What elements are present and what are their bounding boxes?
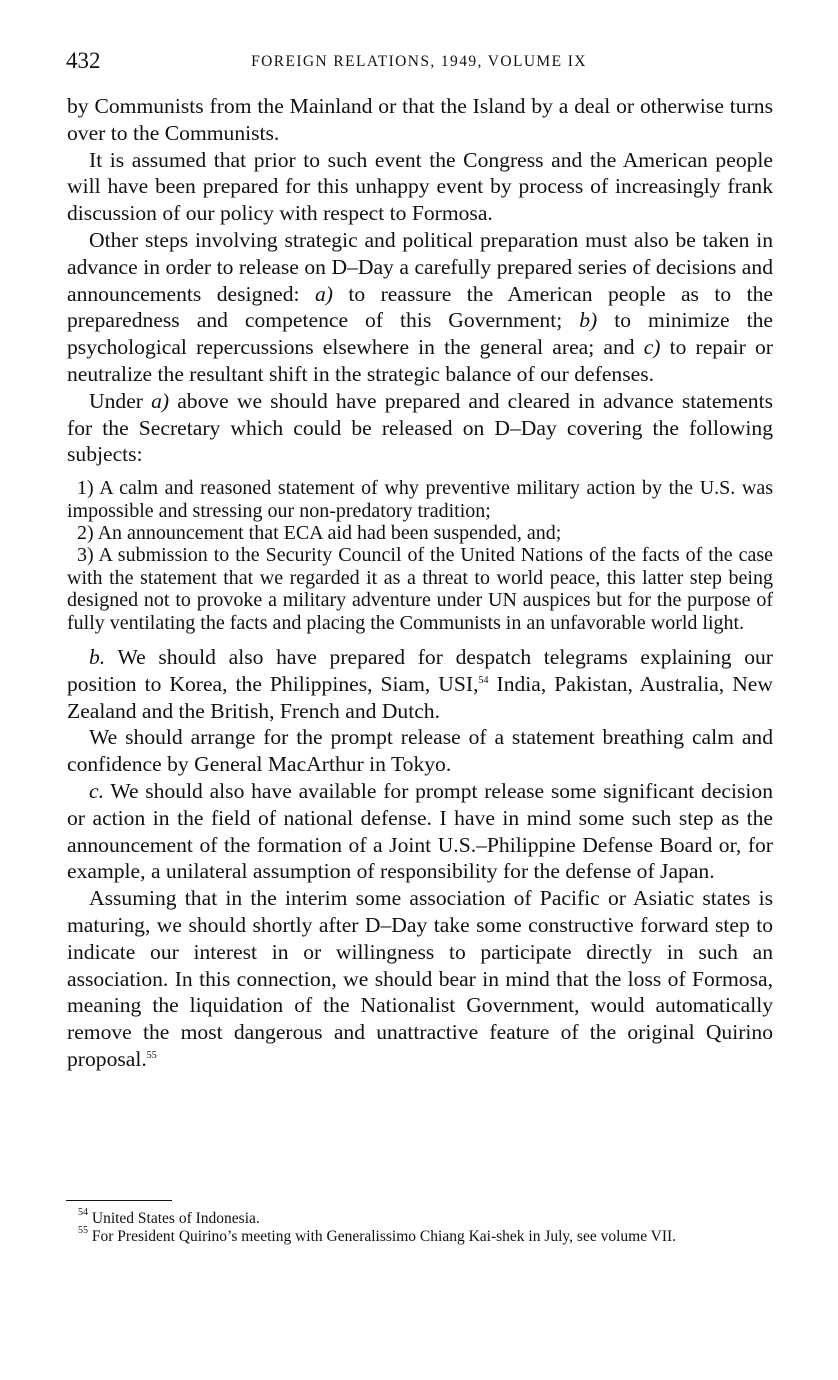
list-item-text: A submission to the Security Council of the United Nations of the facts of the case with the statement that we regarded it as a threat to world peace, this latter step being designed not to provoke a military adventure under UN auspices but for the purpose of fully ventilating the facts and placing the Communists in an unfavorable world light. [67,544,773,634]
paragraph-3-c-text: to repair or neutralize the resultant shift in the strategic balance of our defenses. [67,335,773,386]
footnote-ref-54[interactable]: 54 [478,674,489,686]
paragraph-6: We should arrange for the prompt release of a statement breathing calm and confidence by General MacArthur in Tokyo. [67,725,773,777]
numbered-list [67,477,773,634]
paragraph-8-text: Assuming that in the interim some association of Pacific or Asiatic states is maturing, we should shortly after D–Day take some constructive forward step to indicate our interest in or willingness to participate directly in such an association. In this connection, we should bear in mind that the loss of Formosa, meaning the liquidation of the Nationalist Government, would automatically remove the most dangerous and unattractive feature of the original Quirino proposal. [67,886,773,1071]
item-letter-a-ref: a) [151,388,170,413]
footnotes [64,1207,772,1246]
paragraph-1: by Communists from the Mainland or that the Island by a deal or otherwise turns over to the Communists. [67,94,773,145]
footnote-number: 55 [78,1225,88,1236]
item-letter-c: c) [643,335,661,360]
paragraph-8 [67,885,773,1073]
footnote-55 [64,1225,772,1246]
running-title: FOREIGN RELATIONS, 1949, VOLUME IX [251,53,587,70]
footnote-ref-55[interactable]: 55 [146,1049,157,1061]
paragraph-4-text: above we should have prepared and cleared in advance statements for the Secretary which could be released on D–Day covering the following subjects: [67,388,773,467]
body-text [67,93,773,1073]
list-item [67,544,773,634]
footnote-divider [66,1200,172,1201]
list-item-text: A calm and reasoned statement of why preventive military action by the U.S. was impossible and stressing our non-predatory tradition; [67,477,773,522]
paragraph-7-text: We should also have available for prompt release some significant decision or action in the field of national defense. I have in mind some such step as the announcement of the formation of a Joint U.S.–Philippine Defense Board or, for example, a unilateral assumption of responsibility for the defense of Japan. [67,778,773,884]
item-letter-c-section: c. [89,778,104,803]
paragraph-7 [67,778,773,885]
paragraph-3 [67,227,773,388]
paragraph-5-text-a: We should also have prepared for despatch telegrams explaining our position to Korea, the Philippines, Siam, USI, [67,645,773,696]
item-letter-b: b) [579,308,598,333]
list-item-number: 1) [77,477,94,500]
paragraph-2: It is assumed that prior to such event the Congress and the American people will have been prepared for this unhappy event by process of increasingly frank discussion of our policy with respect to Formosa. [67,147,773,226]
paragraph-3-b-text: to minimize the psychological repercussions elsewhere in the general area; and [67,308,773,360]
list-item-number: 2) [77,521,94,544]
paragraph-4 [67,388,773,468]
item-letter-a: a) [314,281,333,306]
page-number: 432 [66,48,101,73]
footnote-text: For President Quirino’s meeting with Generalissimo Chiang Kai-shek in July, see volume VII. [88,1228,677,1245]
paragraph-4-start: Under [89,388,152,413]
paragraph-3-a-text: to reassure the American people as to the preparedness and competence of this Government; [67,281,774,333]
paragraph-5 [67,644,773,724]
paragraph-3-start: Other steps involving strategic and political preparation must also be taken in advance in order to release on D–Day a carefully prepared series of decisions and announcements designed: [67,227,773,306]
list-item-number: 3) [77,544,94,567]
item-letter-b-section: b. [89,645,106,669]
footnote-number: 54 [78,1207,88,1218]
list-item [67,477,773,522]
page-header [66,48,772,76]
footnote-54 [64,1207,772,1228]
footnote-text: United States of Indonesia. [88,1210,260,1227]
list-item [67,522,773,544]
list-item-text: An announcement that ECA aid had been suspended, and; [93,521,562,544]
paragraph-5-text-b: India, Pakistan, Australia, New Zealand and the British, French and Dutch. [67,671,773,723]
